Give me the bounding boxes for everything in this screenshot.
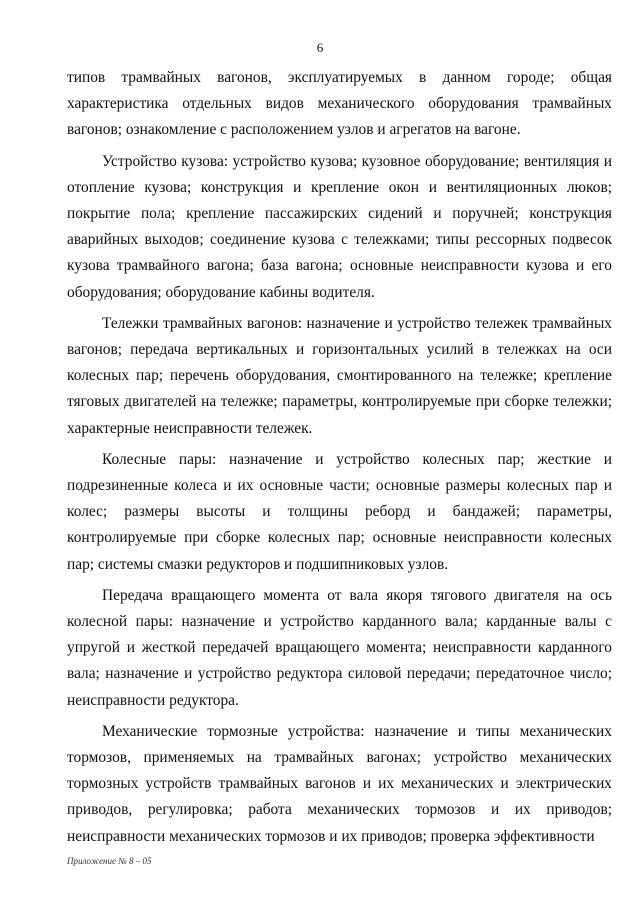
footer-note: Приложение № 8 – 05 xyxy=(67,856,152,866)
paragraph-wheelsets: Колесные пары: назначение и устройство колесных пар; жесткие и подрезиненные колеса и их основные части; основные размеры колесных пар и колес; размеры высоты и толщины реборд и бандажей; параметры, контролируемые при сборке колесных пар; основные неисправности колесных пар; системы смазки редукторов и подшипниковых узлов. xyxy=(67,450,612,573)
paragraph-continuation: типов трамвайных вагонов, эксплуатируемых в данном городе; общая характеристика отдельных видов механического оборудования трамвайных вагонов; ознакомление с расположением узлов и агрегатов на вагоне. xyxy=(67,69,612,139)
paragraph-torque-transmission: Передача вращающего момента от вала якоря тягового двигателя на ось колесной пары: назначение и устройство карданного вала; карданные валы с упругой и жесткой передачей вращающего момента; неисправности карданного вала; назначение и устройство редуктора силовой передачи; передаточное число; неисправности редуктора. xyxy=(67,586,612,709)
paragraph-bogies: Тележки трамвайных вагонов: назначение и устройство тележек трамвайных вагонов; передача вертикальных и горизонтальных усилий в тележках на оси колесных пар; перечень оборудования, смонтированного на тележке; крепление тяговых двигателей на тележке; параметры, контролируемые при сборке тележки; характерные неисправности тележек. xyxy=(67,314,612,437)
paragraph-body-structure: Устройство кузова: устройство кузова; кузовное оборудование; вентиляция и отопление кузова; конструкция и крепление окон и вентиляционных люков; покрытие пола; крепление пассажирских сидений и поручней; конструкция аварийных выходов; соединение кузова с тележками; типы рессорных подвесок кузова трамвайного вагона; база вагона; основные неисправности кузова и его оборудования; оборудование кабины водителя. xyxy=(67,152,612,301)
document-body xyxy=(67,65,612,855)
page-number: 6 xyxy=(316,40,324,55)
paragraph-mechanical-brakes: Механические тормозные устройства: назначение и типы механических тормозов, применяемых на трамвайных вагонах; устройство механических тормозных устройств трамвайных вагонов и их механических и электрических приводов, регулировка; работа механических тормозов и их приводов; неисправности механических тормозов и их приводов; проверка эффективности xyxy=(67,722,612,845)
